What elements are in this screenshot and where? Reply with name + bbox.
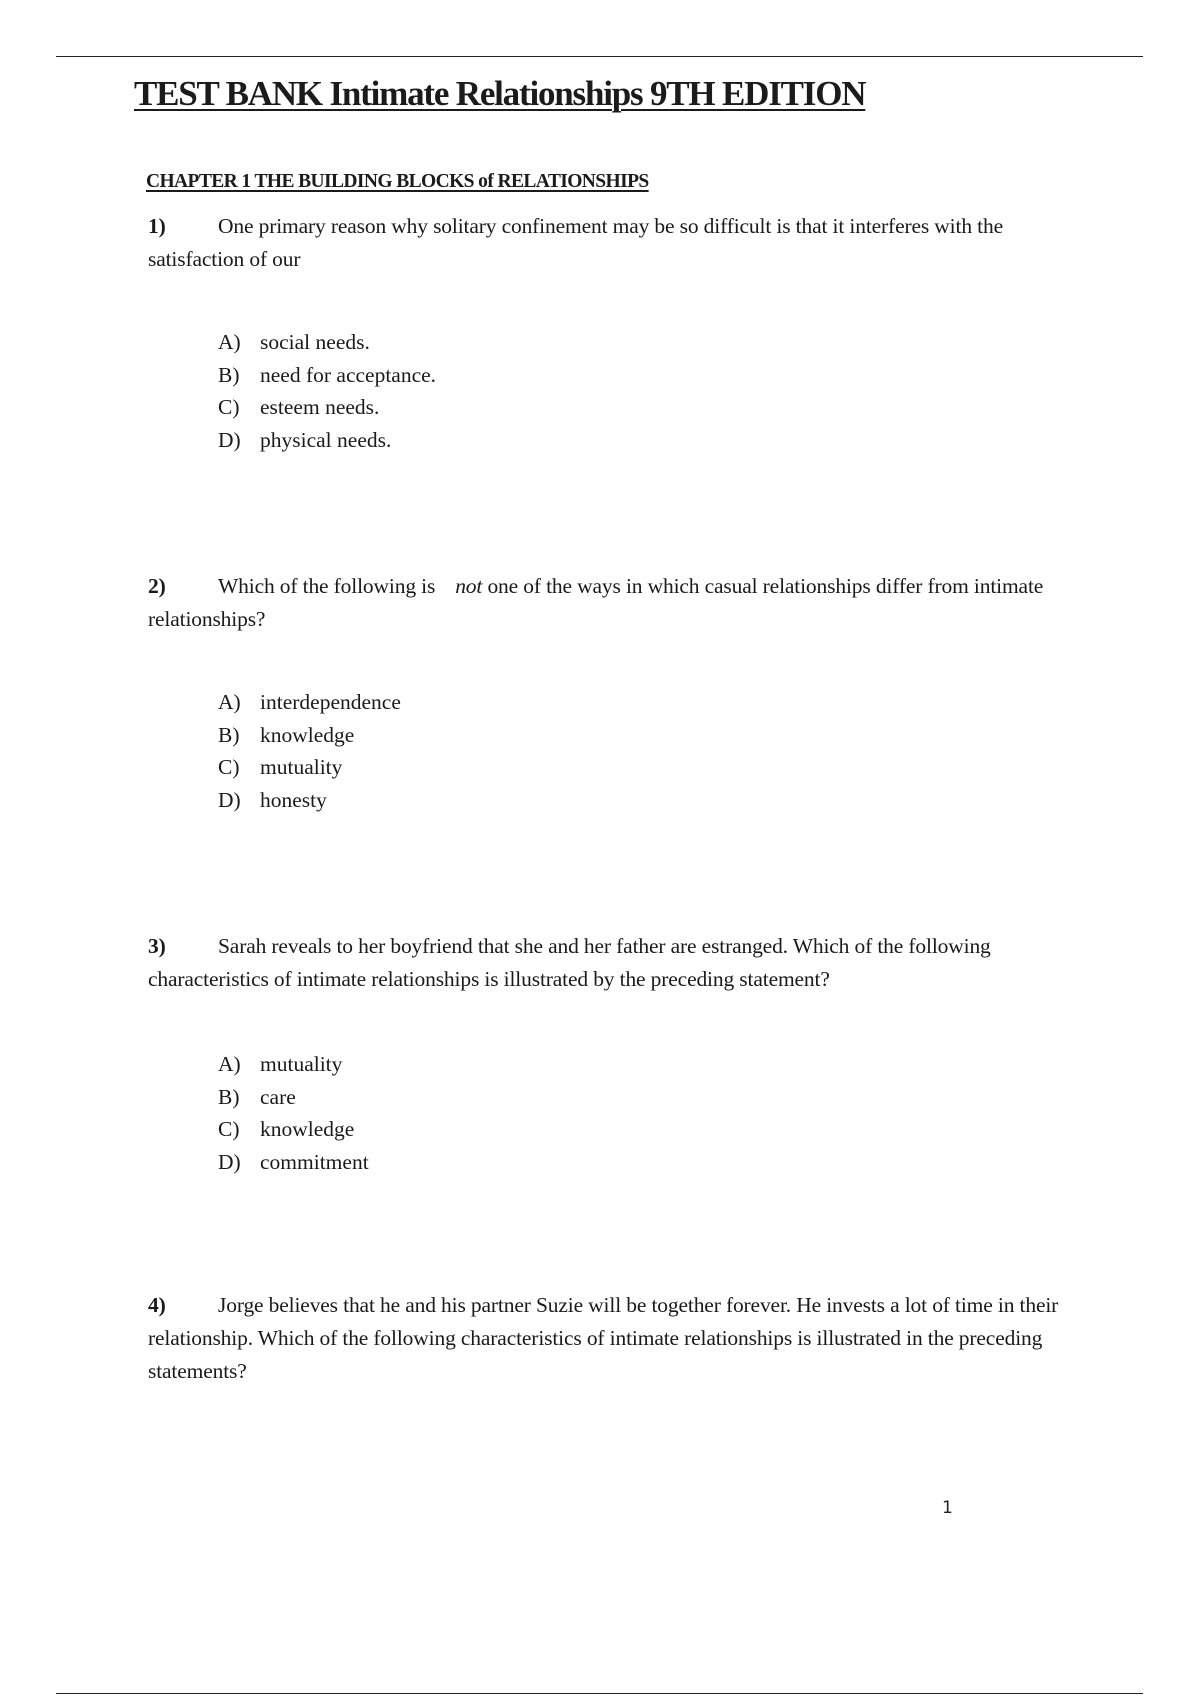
option-text: commitment <box>260 1149 369 1174</box>
answer-option-d <box>218 424 436 457</box>
option-text: esteem needs. <box>260 395 380 419</box>
bottom-rule <box>56 1693 1143 1694</box>
chapter-heading: CHAPTER 1 THE BUILDING BLOCKS of RELATIONSHIPS <box>146 171 649 192</box>
option-letter: C) <box>218 1117 240 1141</box>
answer-options <box>218 1048 369 1178</box>
option-letter: C) <box>218 755 240 779</box>
option-text: care <box>260 1084 296 1109</box>
question-number: 3) <box>148 934 166 958</box>
option-text: interdependence <box>260 690 401 714</box>
answer-option-a <box>218 1048 369 1081</box>
question-text-before: Which of the following is <box>218 574 436 598</box>
question-text: Sarah reveals to her boyfriend that she and her father are estranged. Which of the following characteristics of intimate relationships is illustrated by the preceding statement? <box>148 934 991 991</box>
answer-option-d <box>218 1146 369 1179</box>
option-text: honesty <box>260 787 327 812</box>
option-letter: B) <box>218 722 240 747</box>
question-3 <box>148 930 1078 1174</box>
answer-option-d <box>218 784 401 817</box>
answer-option-b <box>218 359 436 392</box>
option-letter: A) <box>218 690 241 714</box>
question-stem <box>148 210 1078 276</box>
question-number: 4) <box>148 1293 166 1317</box>
question-stem <box>148 570 1078 636</box>
option-text: social needs. <box>260 330 370 354</box>
option-letter: A) <box>218 330 241 354</box>
question-text: One primary reason why solitary confinement may be so difficult is that it interferes with the satisfaction of our <box>148 214 1003 271</box>
top-rule <box>56 56 1143 57</box>
option-letter: D) <box>218 1149 241 1174</box>
option-letter: A) <box>218 1052 241 1076</box>
answer-option-c <box>218 1113 369 1146</box>
option-letter: C) <box>218 395 240 419</box>
option-letter: D) <box>218 787 241 812</box>
question-text-after: one of the ways in which casual relationships differ from intimate relationships? <box>148 574 1044 631</box>
answer-option-c <box>218 391 436 424</box>
option-text: need for acceptance. <box>260 362 437 387</box>
answer-options <box>218 686 401 816</box>
option-text: physical needs. <box>260 427 392 452</box>
question-text: Jorge believes that he and his partner Suzie will be together forever. He invests a lot of time in their relationship. Which of the following characteristics of intimate relationships is illustrated in the preceding statements? <box>148 1293 1059 1383</box>
page-number: 1 <box>942 1498 953 1518</box>
question-number: 1) <box>148 214 166 238</box>
answer-option-b <box>218 1081 369 1114</box>
option-text: mutuality <box>260 1052 343 1076</box>
document-title: TEST BANK Intimate Relationships 9TH EDITION <box>134 74 866 113</box>
option-text: mutuality <box>260 755 343 779</box>
question-2 <box>148 570 1078 812</box>
question-1 <box>148 210 1078 452</box>
answer-option-a <box>218 326 436 359</box>
answer-option-a <box>218 686 401 719</box>
question-emphasis: not <box>455 574 483 598</box>
answer-option-b <box>218 719 401 752</box>
option-letter: B) <box>218 1084 240 1109</box>
question-stem <box>148 930 1078 996</box>
option-text: knowledge <box>260 722 355 747</box>
question-number: 2) <box>148 574 166 598</box>
answer-option-c <box>218 751 401 784</box>
question-stem <box>148 1289 1078 1388</box>
option-letter: B) <box>218 362 240 387</box>
answer-options <box>218 326 436 456</box>
option-text: knowledge <box>260 1117 355 1141</box>
option-letter: D) <box>218 427 241 452</box>
question-4 <box>148 1289 1078 1388</box>
